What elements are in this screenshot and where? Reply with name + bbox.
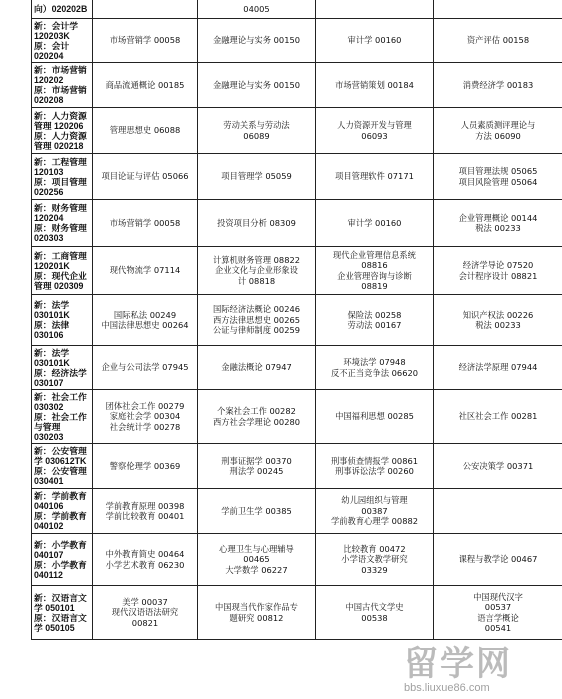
major-name-cell — [32, 346, 93, 390]
major-line: 040102 — [34, 521, 64, 531]
course-line: 国际私法 00249 — [113, 309, 177, 320]
major-line: 原：公安管理 — [34, 466, 87, 476]
major-line: 原：项目管理 — [34, 176, 87, 187]
course-cell — [316, 390, 434, 444]
course-cell — [93, 247, 198, 295]
course-line: 00538 — [361, 612, 388, 623]
major-name-cell — [32, 489, 93, 534]
course-line: 08819 — [361, 281, 388, 291]
course-line: 美学 00037 — [122, 596, 168, 607]
major-line: 管理 020309 — [34, 280, 84, 291]
course-line: 项目管理法规 05065 — [458, 166, 538, 176]
course-line: 人员素质测评理论与 — [460, 120, 536, 130]
course-line: 知识产权法 00226 — [462, 309, 534, 320]
major-name-cell — [32, 154, 93, 200]
course-cell — [198, 200, 316, 247]
table-row — [32, 295, 562, 346]
major-line: 管理 120206 — [34, 120, 84, 131]
major-name-cell — [32, 19, 93, 63]
course-cell — [316, 489, 434, 534]
table-row — [32, 247, 562, 295]
course-line: 现代汉语语法研究 — [111, 607, 179, 618]
course-line: 06089 — [243, 130, 270, 141]
course-cell — [198, 108, 316, 154]
major-line: 120203K — [34, 30, 70, 41]
course-line: 中外教育简史 00464 — [105, 549, 185, 559]
course-cell — [316, 0, 434, 19]
major-name-cell — [32, 586, 93, 640]
course-cell — [434, 0, 562, 19]
course-cell — [93, 108, 198, 154]
major-line: 030106 — [34, 330, 64, 340]
course-line: 项目论证与评估 05066 — [101, 171, 189, 182]
course-cell — [93, 295, 198, 346]
course-line: 刑事诉讼法学 00260 — [335, 466, 414, 476]
major-line: 新：市场营销 — [34, 65, 87, 75]
major-line: 原：财务管理 — [34, 223, 87, 233]
course-line: 经济学导论 07520 — [462, 260, 534, 270]
course-line: 计算机财务管理 08822 — [212, 254, 301, 265]
course-line: 西方社会学理论 00280 — [212, 416, 301, 427]
course-line: 会计程序设计 08821 — [458, 270, 538, 281]
major-line: 原：现代企业 — [34, 270, 87, 281]
course-line: 商品流通概论 00185 — [105, 79, 185, 90]
major-line: 040107 — [34, 549, 64, 560]
course-line: 保险法 00258 — [347, 309, 402, 320]
major-name-cell — [32, 444, 93, 489]
course-cell — [316, 295, 434, 346]
course-line: 消费经济学 00183 — [462, 79, 534, 90]
course-line: 企业管理咨询与诊断 — [337, 270, 412, 281]
course-line: 投资项目分析 08309 — [217, 217, 296, 228]
major-name-cell — [32, 390, 93, 444]
course-line: 资产评估 00158 — [466, 35, 530, 46]
course-cell — [93, 154, 198, 200]
course-line: 审计学 00160 — [347, 35, 402, 46]
course-cell — [93, 0, 198, 19]
table-row — [32, 444, 562, 489]
exam-course-table — [31, 0, 562, 640]
major-line: 原：经济法学 — [34, 367, 87, 378]
course-cell — [198, 346, 316, 390]
course-cell — [316, 444, 434, 489]
course-line: 金融理论与实务 00150 — [212, 79, 301, 90]
course-line: 中国古代文学史 — [345, 602, 404, 612]
major-name-cell — [32, 0, 93, 19]
course-cell — [434, 346, 562, 390]
table-row — [32, 534, 562, 586]
course-cell — [434, 586, 562, 640]
major-line: 管理 020218 — [34, 140, 84, 151]
course-cell — [93, 444, 198, 489]
major-line: 学 030612TK — [34, 456, 87, 466]
course-cell — [434, 489, 562, 534]
course-cell — [198, 63, 316, 108]
course-line: 现代企业管理信息系统 — [333, 249, 416, 260]
course-line: 企业与公司法学 07945 — [101, 362, 189, 373]
major-line: 新：法学 — [34, 347, 70, 358]
course-cell — [434, 295, 562, 346]
course-line: 金融理论与实务 00150 — [212, 35, 301, 46]
table-row — [32, 0, 562, 19]
course-line: 金融法概论 07947 — [221, 362, 292, 373]
course-line: 劳动法 00167 — [347, 320, 402, 330]
course-line: 市场营销学 00058 — [109, 217, 181, 228]
major-name-cell — [32, 534, 93, 586]
course-cell — [198, 390, 316, 444]
course-cell — [434, 63, 562, 108]
course-line: 项目风险管理 05064 — [458, 176, 538, 187]
major-line: 120201K — [34, 260, 70, 271]
course-line: 04005 — [243, 3, 270, 14]
course-cell — [198, 0, 316, 19]
major-line: 与管理 — [34, 421, 61, 432]
course-cell — [434, 154, 562, 200]
watermark-url: bbs.liuxue86.com — [404, 682, 490, 694]
course-cell — [434, 390, 562, 444]
table-row — [32, 200, 562, 247]
major-line: 原：人力资源 — [34, 130, 87, 141]
course-line: 学前教育原理 00398 — [105, 500, 185, 511]
course-line: 刑法学 00245 — [229, 466, 284, 476]
course-cell — [316, 63, 434, 108]
major-line: 030302 — [34, 401, 64, 412]
table-row — [32, 586, 562, 640]
course-line: 国际经济法概论 00246 — [212, 304, 301, 315]
course-line: 03329 — [361, 564, 388, 575]
course-cell — [198, 586, 316, 640]
major-line: 030203 — [34, 431, 64, 442]
course-line: 小学艺术教育 06230 — [105, 559, 185, 570]
major-line: 原：学前教育 — [34, 511, 87, 521]
major-line: 新：法学 — [34, 300, 70, 310]
major-line: 原：会计 — [34, 40, 70, 51]
course-line: 家庭社会学 00304 — [109, 411, 181, 422]
major-line: 新：财务管理 — [34, 203, 87, 213]
course-line: 中国法律思想史 00264 — [101, 320, 189, 330]
course-cell — [434, 19, 562, 63]
course-line: 现代物流学 07114 — [109, 265, 181, 276]
course-line: 题研究 00812 — [229, 612, 284, 623]
course-line: 中国现当代作家作品专 — [215, 602, 298, 612]
course-cell — [434, 247, 562, 295]
course-cell — [434, 200, 562, 247]
course-cell — [93, 390, 198, 444]
course-cell — [434, 534, 562, 586]
course-cell — [93, 586, 198, 640]
course-line: 刑事证据学 00370 — [221, 455, 292, 466]
major-line: 新：社会工作 — [34, 391, 87, 402]
course-cell — [93, 489, 198, 534]
course-line: 小学语文教学研究 — [341, 554, 408, 565]
course-line: 中国福利思想 00285 — [335, 411, 414, 422]
course-cell — [434, 108, 562, 154]
course-line: 计 08818 — [237, 275, 276, 286]
course-line: 00541 — [484, 623, 512, 633]
major-name-cell — [32, 295, 93, 346]
course-cell — [316, 19, 434, 63]
major-line: 原：汉语言文 — [34, 612, 87, 623]
course-cell — [434, 444, 562, 489]
course-line: 企业文化与企业形象设 — [215, 265, 298, 276]
course-line: 幼儿园组织与管理 — [341, 495, 408, 506]
major-line: 学 050105 — [34, 622, 75, 633]
course-line: 税法 00233 — [475, 320, 521, 330]
major-line: 030101K — [34, 357, 70, 368]
major-line: 120204 — [34, 213, 64, 223]
table-row — [32, 154, 562, 200]
major-line: 新：工程管理 — [34, 156, 87, 167]
course-cell — [198, 444, 316, 489]
course-cell — [316, 534, 434, 586]
course-cell — [93, 19, 198, 63]
course-line: 00537 — [484, 602, 512, 612]
major-name-cell — [32, 247, 93, 295]
major-line: 020303 — [34, 233, 64, 243]
course-line: 经济法学原理 07944 — [458, 362, 538, 373]
course-cell — [93, 63, 198, 108]
course-cell — [93, 346, 198, 390]
course-line: 市场营销学 00058 — [109, 35, 181, 46]
course-cell — [316, 108, 434, 154]
course-cell — [316, 586, 434, 640]
major-line: 原：小学教育 — [34, 559, 87, 570]
course-line: 管理思想史 06088 — [109, 125, 181, 136]
table-row — [32, 108, 562, 154]
course-line: 刑事侦查情报学 00861 — [330, 455, 419, 466]
course-line: 00387 — [361, 505, 388, 516]
course-cell — [93, 200, 198, 247]
major-line: 120103 — [34, 166, 64, 177]
course-line: 课程与教学论 00467 — [458, 554, 538, 565]
course-line: 税法 00233 — [475, 223, 521, 233]
course-line: 08816 — [361, 260, 388, 270]
major-line: 新：公安管理 — [34, 446, 87, 456]
table-row — [32, 346, 562, 390]
course-line: 审计学 00160 — [347, 217, 402, 228]
major-line: 新：人力资源 — [34, 110, 87, 121]
major-line: 020208 — [34, 95, 64, 105]
major-name-cell — [32, 200, 93, 247]
course-line: 企业管理概论 00144 — [458, 212, 538, 223]
course-line: 学前教育心理学 00882 — [330, 516, 419, 527]
course-line: 00465 — [243, 554, 270, 565]
course-line: 中国现代汉字 — [473, 591, 523, 602]
table-row — [32, 390, 562, 444]
table-row — [32, 63, 562, 108]
site-watermark — [398, 634, 562, 699]
major-line: 新：工商管理 — [34, 250, 87, 261]
major-line: 向）020202B — [34, 4, 88, 14]
major-line: 原：社会工作 — [34, 411, 87, 422]
major-line: 030401 — [34, 476, 64, 486]
course-line: 劳动关系与劳动法 — [223, 120, 290, 130]
course-cell — [316, 346, 434, 390]
course-line: 00821 — [131, 617, 159, 628]
table-row — [32, 489, 562, 534]
major-line: 030107 — [34, 377, 64, 388]
course-cell — [316, 247, 434, 295]
course-line: 公证与律师制度 00259 — [212, 325, 301, 336]
course-line: 学前卫生学 00385 — [221, 505, 292, 516]
course-line: 市场营销策划 00184 — [335, 79, 414, 90]
course-line: 反不正当竞争法 06620 — [330, 367, 419, 378]
course-cell — [198, 154, 316, 200]
course-line: 警察伦理学 00369 — [109, 460, 181, 471]
course-line: 团体社会工作 00279 — [105, 400, 185, 411]
course-cell — [316, 154, 434, 200]
major-line: 020256 — [34, 186, 64, 197]
major-line: 原：法律 — [34, 320, 70, 330]
course-line: 比较教育 00472 — [343, 543, 406, 554]
course-cell — [198, 295, 316, 346]
major-line: 120202 — [34, 75, 64, 85]
course-line: 06093 — [361, 130, 388, 141]
major-line: 原：市场营销 — [34, 85, 87, 95]
table-row — [32, 19, 562, 63]
course-cell — [198, 534, 316, 586]
course-line: 个案社会工作 00282 — [217, 406, 296, 416]
course-line: 环境法学 07948 — [343, 357, 406, 367]
course-line: 项目管理学 05059 — [221, 171, 292, 182]
course-cell — [316, 200, 434, 247]
course-line: 社会统计学 00278 — [109, 421, 181, 432]
course-line: 学前比较教育 00401 — [105, 511, 185, 521]
course-line: 项目管理软件 07171 — [335, 171, 414, 182]
major-line: 新：汉语言文 — [34, 592, 87, 603]
major-line: 学 050101 — [34, 602, 75, 613]
major-line: 新：会计学 — [34, 20, 78, 31]
major-line: 030101K — [34, 310, 70, 320]
course-line: 方法 06090 — [475, 130, 521, 141]
course-line: 社区社会工作 00281 — [458, 411, 538, 422]
major-line: 040106 — [34, 501, 64, 511]
course-cell — [93, 534, 198, 586]
major-line: 新：学前教育 — [34, 491, 87, 501]
course-line: 人力资源开发与管理 — [337, 120, 412, 130]
major-name-cell — [32, 108, 93, 154]
course-line: 语言学概论 — [477, 612, 519, 623]
major-line: 040112 — [34, 569, 63, 580]
course-line: 公安决策学 00371 — [462, 460, 534, 471]
major-line: 020204 — [34, 50, 64, 61]
major-name-cell — [32, 63, 93, 108]
watermark-logo-text: 留学网 — [404, 644, 512, 684]
course-cell — [198, 247, 316, 295]
course-line: 大学数学 06227 — [225, 564, 288, 575]
course-line: 心理卫生与心理辅导 — [219, 543, 294, 554]
course-cell — [198, 489, 316, 534]
course-cell — [198, 19, 316, 63]
course-line: 西方法律思想史 00265 — [212, 314, 301, 325]
major-line: 新：小学教育 — [34, 539, 87, 550]
